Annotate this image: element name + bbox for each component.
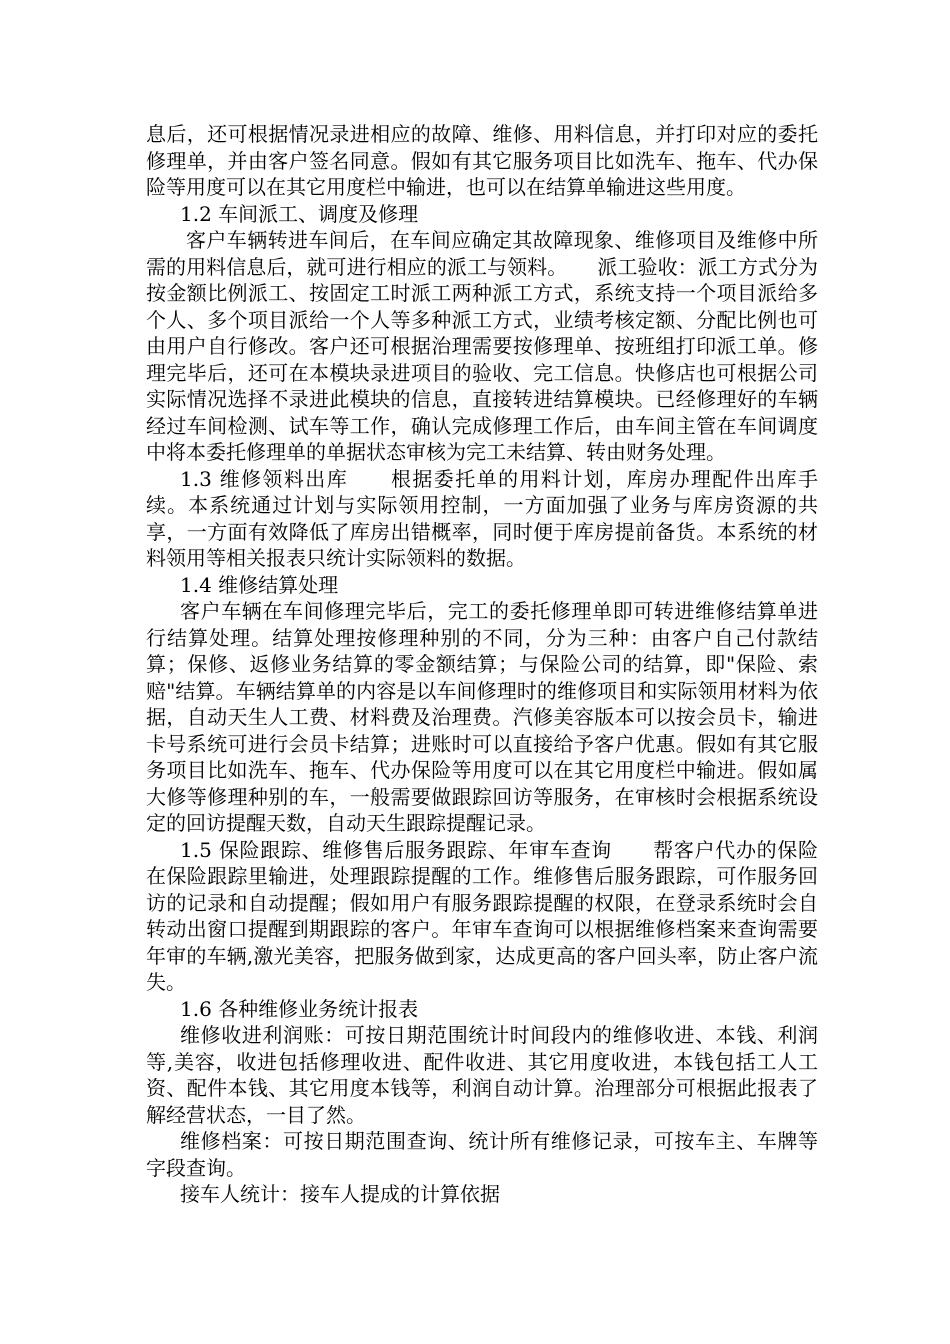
section-heading-1-4: 1.4 维修结算处理 bbox=[180, 572, 339, 597]
section-heading-1-2: 1.2 车间派工、调度及修理 bbox=[180, 201, 419, 226]
paragraph-repair-archive: 维修档案：可按日期范围查询、统计所有维修记录，可按车主、车牌等字段查询。 bbox=[146, 1129, 818, 1180]
document-body bbox=[146, 121, 818, 1208]
paragraph-settlement: 客户车辆在车间修理完毕后，完工的委托修理单即可转进维修结算单进行结算处理。结算处理按修理种别的不同，分为三种：由客户自己付款结算；保修、返修业务结算的零金额结算；与保险公司的结算，即"保险、索赔"结算。车辆结算单的内容是以车间修理时的维修项目和实际领用材料为依据，自动天生人工费、材料费及治理费。汽修美容版本可以按会员卡，输进卡号系统可进行会员卡结算；进账时可以直接给予客户优惠。假如有其它服务项目比如洗车、拖车、代办保险等用度可以在其它用度栏中输进。假如属大修等修理种别的车，一般需要做跟踪回访等服务，在审核时会根据系统设定的回访提醒天数，自动天生跟踪提醒记录。 bbox=[146, 599, 818, 835]
paragraph-material-issue: 1.3 维修领料出库 根据委托单的用料计划，库房办理配件出库手续。本系统通过计划与实际领用控制，一方面加强了业务与库房资源的共享，一方面有效降低了库房出错概率，同时便于库房提前备货。本系统的材料领用等相关报表只统计实际领料的数据。 bbox=[146, 466, 818, 570]
paragraph-follow-up: 1.5 保险跟踪、维修售后服务跟踪、年审车查询 帮客户代办的保险在保险跟踪里输进，处理跟踪提醒的工作。维修售后服务跟踪，可作服务回访的记录和自动提醒；假如用户有服务跟踪提醒的权限，在登录系统时会自转动出窗口提醒到期跟踪的客户。年审车查询可以根据维修档案来查询需要年审的车辆,激光美容，把服务做到家，达成更高的客户回头率，防止客户流失。 bbox=[146, 837, 818, 994]
paragraph-intake-continuation: 息后，还可根据情况录进相应的故障、维修、用料信息，并打印对应的委托修理单，并由客户签名同意。假如有其它服务项目比如洗车、拖车、代办保险等用度可以在其它用度栏中输进，也可以在结算单输进这些用度。 bbox=[146, 122, 818, 199]
paragraph-workshop-dispatch: 客户车辆转进车间后，在车间应确定其故障现象、维修项目及维修中所需的用料信息后，就可进行相应的派工与领料。 派工验收：派工方式分为按金额比例派工、按固定工时派工两种派工方式，系统支持一个项目派给多个人、多个项目派给一个人等多种派工方式，业绩考核定额、分配比例也可由用户自行修改。客户还可根据治理需要按修理单、按班组打印派工单。修理完毕后，还可在本模块录进项目的验收、完工信息。快修店也可根据公司实际情况选择不录进此模块的信息，直接转进结算模块。已经修理好的车辆经过车间检测、试车等工作，确认完成修理工作后，由车间主管在车间调度中将本委托修理单的单据状态审核为完工未结算、转由财务处理。 bbox=[146, 228, 818, 464]
section-heading-1-6: 1.6 各种维修业务统计报表 bbox=[180, 996, 419, 1021]
paragraph-receiver-stats: 接车人统计：接车人提成的计算依据 bbox=[180, 1182, 500, 1206]
paragraph-profit-report: 维修收进利润账：可按日期范围统计时间段内的维修收进、本钱、利润等,美容，收进包括修理收进、配件收进、其它用度收进，本钱包括工人工资、配件本钱、其它用度本钱等，利润自动计算。治理部分可根据此报表了解经营状态，一目了然。 bbox=[146, 1023, 818, 1127]
